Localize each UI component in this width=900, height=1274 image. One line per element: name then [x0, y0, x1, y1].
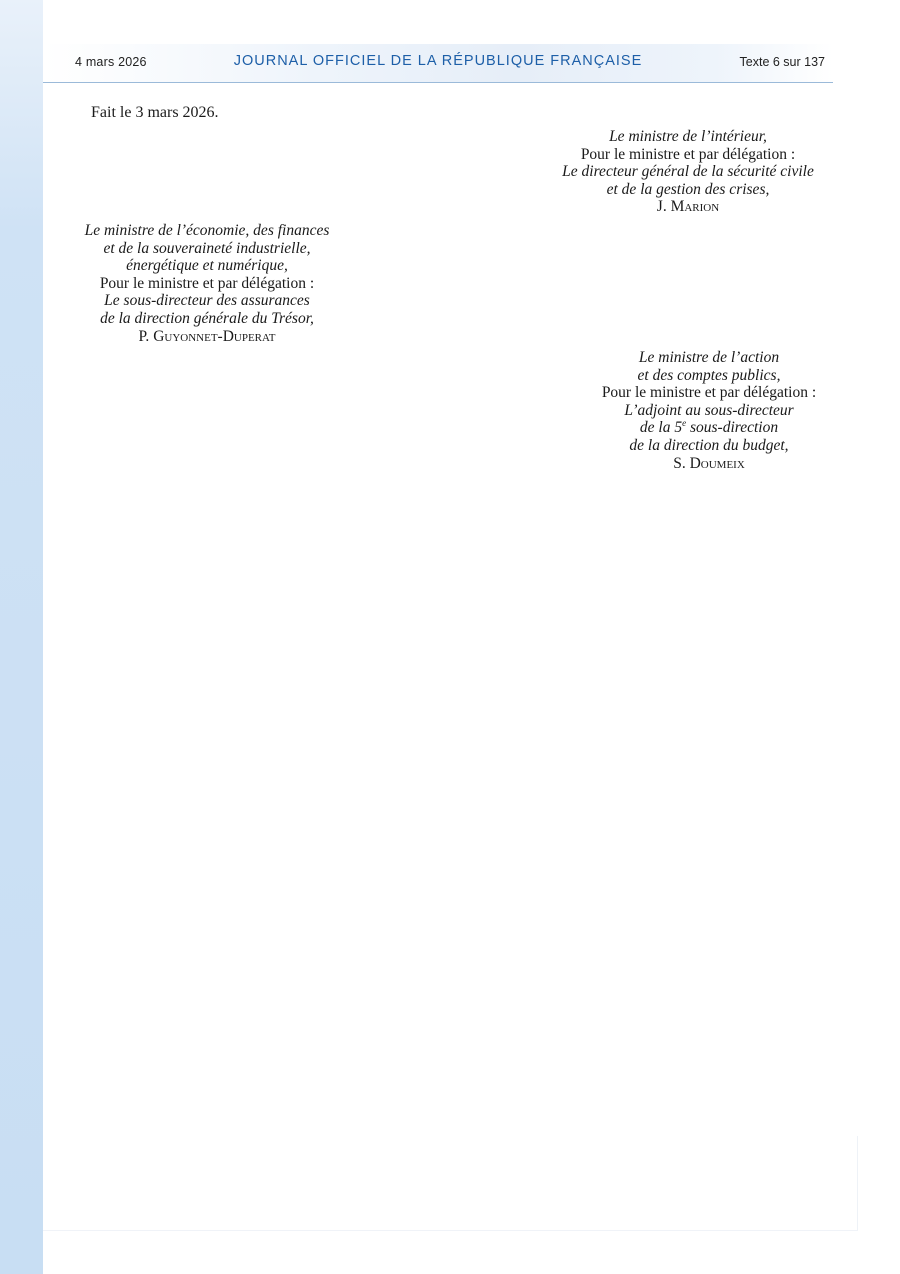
role-line: de la 5e sous-direction	[639, 418, 779, 437]
header-date: 4 mars 2026	[75, 55, 147, 69]
minister-title: et de la souveraineté industrielle,	[103, 239, 311, 257]
role-line: de la direction générale du Trésor,	[100, 309, 314, 327]
minister-title: énergétique et numérique,	[126, 257, 288, 275]
signing-date: Fait le 3 mars 2026.	[91, 104, 219, 121]
role-line: L’adjoint au sous-directeur	[624, 401, 794, 419]
delegation-line: Pour le ministre et par délégation :	[99, 274, 315, 292]
minister-title: Le ministre de l’économie, des finances	[84, 222, 330, 239]
delegation-line: Pour le ministre et par délégation :	[601, 384, 817, 402]
signatory-name	[585, 455, 833, 473]
signatory-name	[548, 198, 828, 216]
superscript: e	[682, 418, 687, 429]
minister-title: Le ministre de l’intérieur,	[609, 128, 767, 145]
left-margin-band	[0, 0, 43, 1274]
page-edge-vertical	[857, 1136, 858, 1230]
top-margin	[43, 0, 900, 43]
signatory-surname: Guyonnet-Duperat	[153, 327, 276, 345]
journal-title: JOURNAL OFFICIEL DE LA RÉPUBLIQUE FRANÇAISE	[233, 53, 643, 69]
page-edge-horizontal	[43, 1230, 858, 1231]
page-header	[43, 44, 833, 83]
signatory-initial: P.	[138, 327, 150, 345]
role-line: de la direction du budget,	[629, 436, 789, 454]
signatory-surname: Doumeix	[689, 454, 745, 472]
delegation-line: Pour le ministre et par délégation :	[580, 145, 796, 163]
role-line: et de la gestion des crises,	[606, 180, 770, 198]
signatory-initial: S.	[673, 454, 686, 472]
minister-title: et des comptes publics,	[637, 366, 781, 384]
signature-block-interieur	[548, 128, 828, 216]
role-line: Le directeur général de la sécurité civile	[562, 163, 814, 181]
signature-block-action	[585, 349, 833, 472]
signature-block-economie	[60, 222, 354, 345]
signatory-surname: Marion	[670, 198, 720, 216]
text-reference: Texte 6 sur 137	[739, 55, 825, 69]
role-line: Le sous-directeur des assurances	[104, 292, 310, 310]
signatory-initial: J.	[656, 198, 667, 216]
signatory-name	[60, 328, 354, 346]
minister-title: Le ministre de l’action	[638, 349, 780, 366]
